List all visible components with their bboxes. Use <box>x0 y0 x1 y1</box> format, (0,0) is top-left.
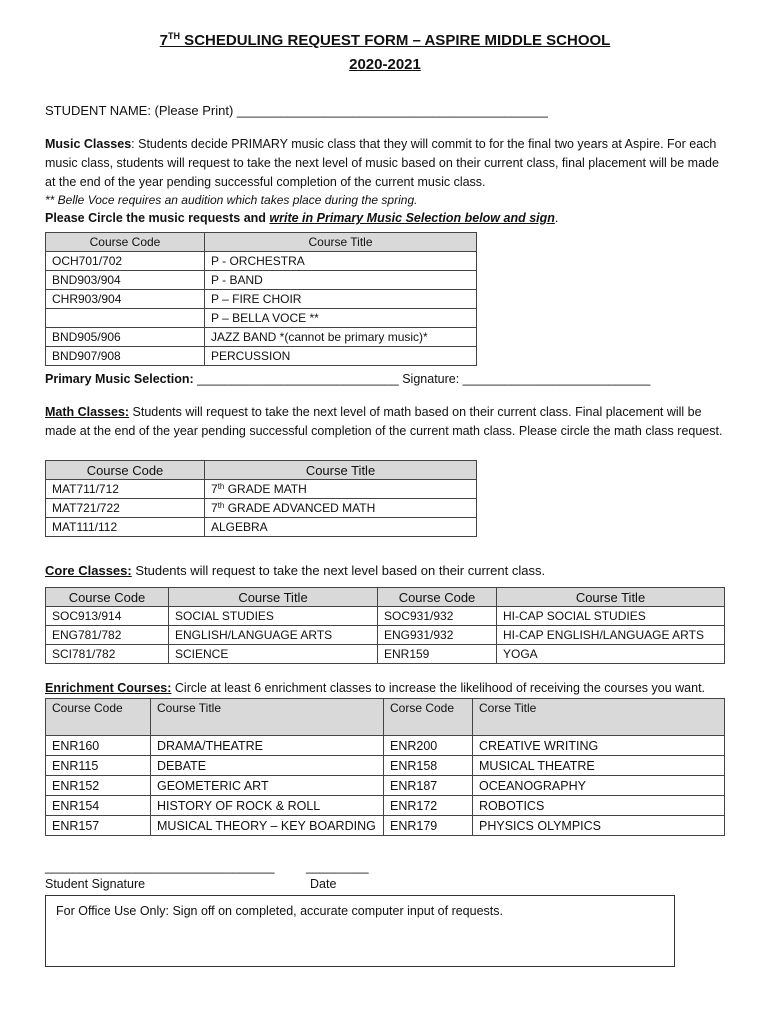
course-code: ENR154 <box>46 796 151 816</box>
table-row[interactable] <box>46 736 725 756</box>
course-code: OCH701/702 <box>46 252 205 271</box>
course-title: JAZZ BAND *(cannot be primary music)* <box>205 328 477 347</box>
table-row[interactable] <box>46 626 725 645</box>
student-signature-label: Student Signature <box>45 877 146 891</box>
title-text: SCHEDULING REQUEST FORM – ASPIRE MIDDLE SCHOOL <box>180 32 611 49</box>
course-title: P - BAND <box>205 271 477 290</box>
col-course-code: Course Code <box>46 588 169 607</box>
table-row[interactable] <box>46 816 725 836</box>
math-table <box>45 460 477 537</box>
table-row[interactable] <box>46 645 725 664</box>
col-course-code-2: Course Code <box>378 588 497 607</box>
table-row[interactable] <box>46 480 477 499</box>
course-title <box>205 499 477 518</box>
enrichment-table <box>45 698 725 836</box>
music-table <box>45 232 477 366</box>
course-code: ENG931/932 <box>378 626 497 645</box>
course-code: ENR187 <box>384 776 473 796</box>
title-grade-sup: TH <box>168 31 181 41</box>
school-year: 2020-2021 <box>349 56 421 73</box>
course-code: MAT721/722 <box>46 499 205 518</box>
course-title: ENGLISH/LANGUAGE ARTS <box>169 626 378 645</box>
title-grade: 7 <box>159 32 169 49</box>
table-row[interactable] <box>46 271 477 290</box>
col-course-code: Course Code <box>46 233 205 252</box>
instruction-a: Please Circle the music requests and <box>45 211 270 225</box>
selection-label: Primary Music Selection: <box>45 372 194 386</box>
course-title: MUSICAL THEATRE <box>473 756 725 776</box>
course-title: PERCUSSION <box>205 347 477 366</box>
course-title: PHYSICS OLYMPICS <box>473 816 725 836</box>
course-title: MUSICAL THEORY – KEY BOARDING <box>151 816 384 836</box>
course-code: ENR115 <box>46 756 151 776</box>
music-instruction <box>45 211 558 225</box>
date-line[interactable]: _________ <box>306 860 369 874</box>
course-title <box>205 480 477 499</box>
course-title: YOGA <box>497 645 725 664</box>
office-use-text: For Office Use Only: Sign off on completed, accurate computer input of requests. <box>56 904 503 918</box>
course-title: HI-CAP ENGLISH/LANGUAGE ARTS <box>497 626 725 645</box>
grade-num: 7 <box>211 482 218 496</box>
enrichment-description <box>45 681 705 695</box>
course-code: ENR160 <box>46 736 151 756</box>
music-note: ** Belle Voce requires an audition which takes place during the spring. <box>45 193 418 207</box>
col-course-title: Course Title <box>205 461 477 480</box>
core-text: Students will request to take the next level based on their current class. <box>131 563 546 578</box>
col-course-title-2: Course Title <box>497 588 725 607</box>
math-text: Students will request to take the next level of math based on their current class. Final placement will be made at the end of the year pending successful completion of the current math class. Please circle the math class request. <box>45 405 723 438</box>
course-code: MAT111/112 <box>46 518 205 537</box>
course-code: ENR172 <box>384 796 473 816</box>
grade-num: 7 <box>211 501 218 515</box>
music-heading: Music Classes <box>45 137 132 151</box>
col-course-title-2: Corse Title <box>473 699 725 736</box>
course-code: BND903/904 <box>46 271 205 290</box>
course-title: P – BELLA VOCE ** <box>205 309 477 328</box>
course-title: DRAMA/THEATRE <box>151 736 384 756</box>
course-code: ENR200 <box>384 736 473 756</box>
course-title: P – FIRE CHOIR <box>205 290 477 309</box>
course-code: SCI781/782 <box>46 645 169 664</box>
table-row[interactable] <box>46 518 477 537</box>
office-use-box <box>45 895 675 967</box>
table-row[interactable] <box>46 756 725 776</box>
student-signature-line[interactable]: _________________________________ <box>45 860 275 874</box>
col-course-title: Course Title <box>205 233 477 252</box>
core-table <box>45 587 725 664</box>
course-title: SOCIAL STUDIES <box>169 607 378 626</box>
title-rest: GRADE ADVANCED MATH <box>224 501 376 515</box>
course-title: P - ORCHESTRA <box>205 252 477 271</box>
selection-line[interactable]: _____________________________ Signature: ___________________________ <box>193 372 651 386</box>
col-course-title: Course Title <box>151 699 384 736</box>
enrichment-text: Circle at least 6 enrichment classes to increase the likelihood of receiving the courses you want. <box>171 681 706 695</box>
course-code: ENG781/782 <box>46 626 169 645</box>
table-row[interactable] <box>46 309 477 328</box>
math-heading: Math Classes: <box>45 405 130 419</box>
course-title: GEOMETERIC ART <box>151 776 384 796</box>
music-description <box>45 135 725 192</box>
table-row[interactable] <box>46 347 477 366</box>
course-title: HI-CAP SOCIAL STUDIES <box>497 607 725 626</box>
course-code: ENR159 <box>378 645 497 664</box>
instruction-c: . <box>554 211 559 225</box>
title-rest: GRADE MATH <box>224 482 307 496</box>
table-row[interactable] <box>46 776 725 796</box>
course-title: OCEANOGRAPHY <box>473 776 725 796</box>
course-code: ENR179 <box>384 816 473 836</box>
course-title: DEBATE <box>151 756 384 776</box>
table-row[interactable] <box>46 328 477 347</box>
instruction-b: write in Primary Music Selection below and sign <box>269 211 555 225</box>
course-code: BND905/906 <box>46 328 205 347</box>
course-code: BND907/908 <box>46 347 205 366</box>
course-code: ENR157 <box>46 816 151 836</box>
table-row[interactable] <box>46 290 477 309</box>
table-row[interactable] <box>46 796 725 816</box>
date-label: Date <box>310 877 337 891</box>
course-code: ENR158 <box>384 756 473 776</box>
course-code <box>46 309 205 328</box>
course-title: CREATIVE WRITING <box>473 736 725 756</box>
table-row[interactable] <box>46 607 725 626</box>
music-text: : Students decide PRIMARY music class that they will commit to for the final two years at Aspire. For each music class, students will request to take the next level of music based on their current class, final placement will be made at the end of the year pending successful completion of the current music class. <box>45 137 719 189</box>
col-course-title: Course Title <box>169 588 378 607</box>
course-code: ENR152 <box>46 776 151 796</box>
course-code: CHR903/904 <box>46 290 205 309</box>
course-title: ALGEBRA <box>205 518 477 537</box>
course-code: SOC913/914 <box>46 607 169 626</box>
course-code: SOC931/932 <box>378 607 497 626</box>
course-title: SCIENCE <box>169 645 378 664</box>
primary-music-selection[interactable] <box>45 372 650 386</box>
col-course-code: Course Code <box>46 461 205 480</box>
grade-sup: th <box>217 482 225 491</box>
core-heading: Core Classes: <box>45 563 132 578</box>
table-row[interactable] <box>46 252 477 271</box>
course-code: MAT711/712 <box>46 480 205 499</box>
grade-sup: th <box>217 501 225 510</box>
math-description <box>45 403 725 441</box>
course-title: HISTORY OF ROCK & ROLL <box>151 796 384 816</box>
form-title <box>0 32 770 49</box>
col-course-code: Course Code <box>46 699 151 736</box>
enrichment-heading: Enrichment Courses: <box>45 681 172 695</box>
core-description <box>45 563 545 578</box>
course-title: ROBOTICS <box>473 796 725 816</box>
table-row[interactable] <box>46 499 477 518</box>
student-name-field[interactable]: STUDENT NAME: (Please Print) ___________________________________________ <box>45 103 548 118</box>
col-course-code-2: Corse Code <box>384 699 473 736</box>
